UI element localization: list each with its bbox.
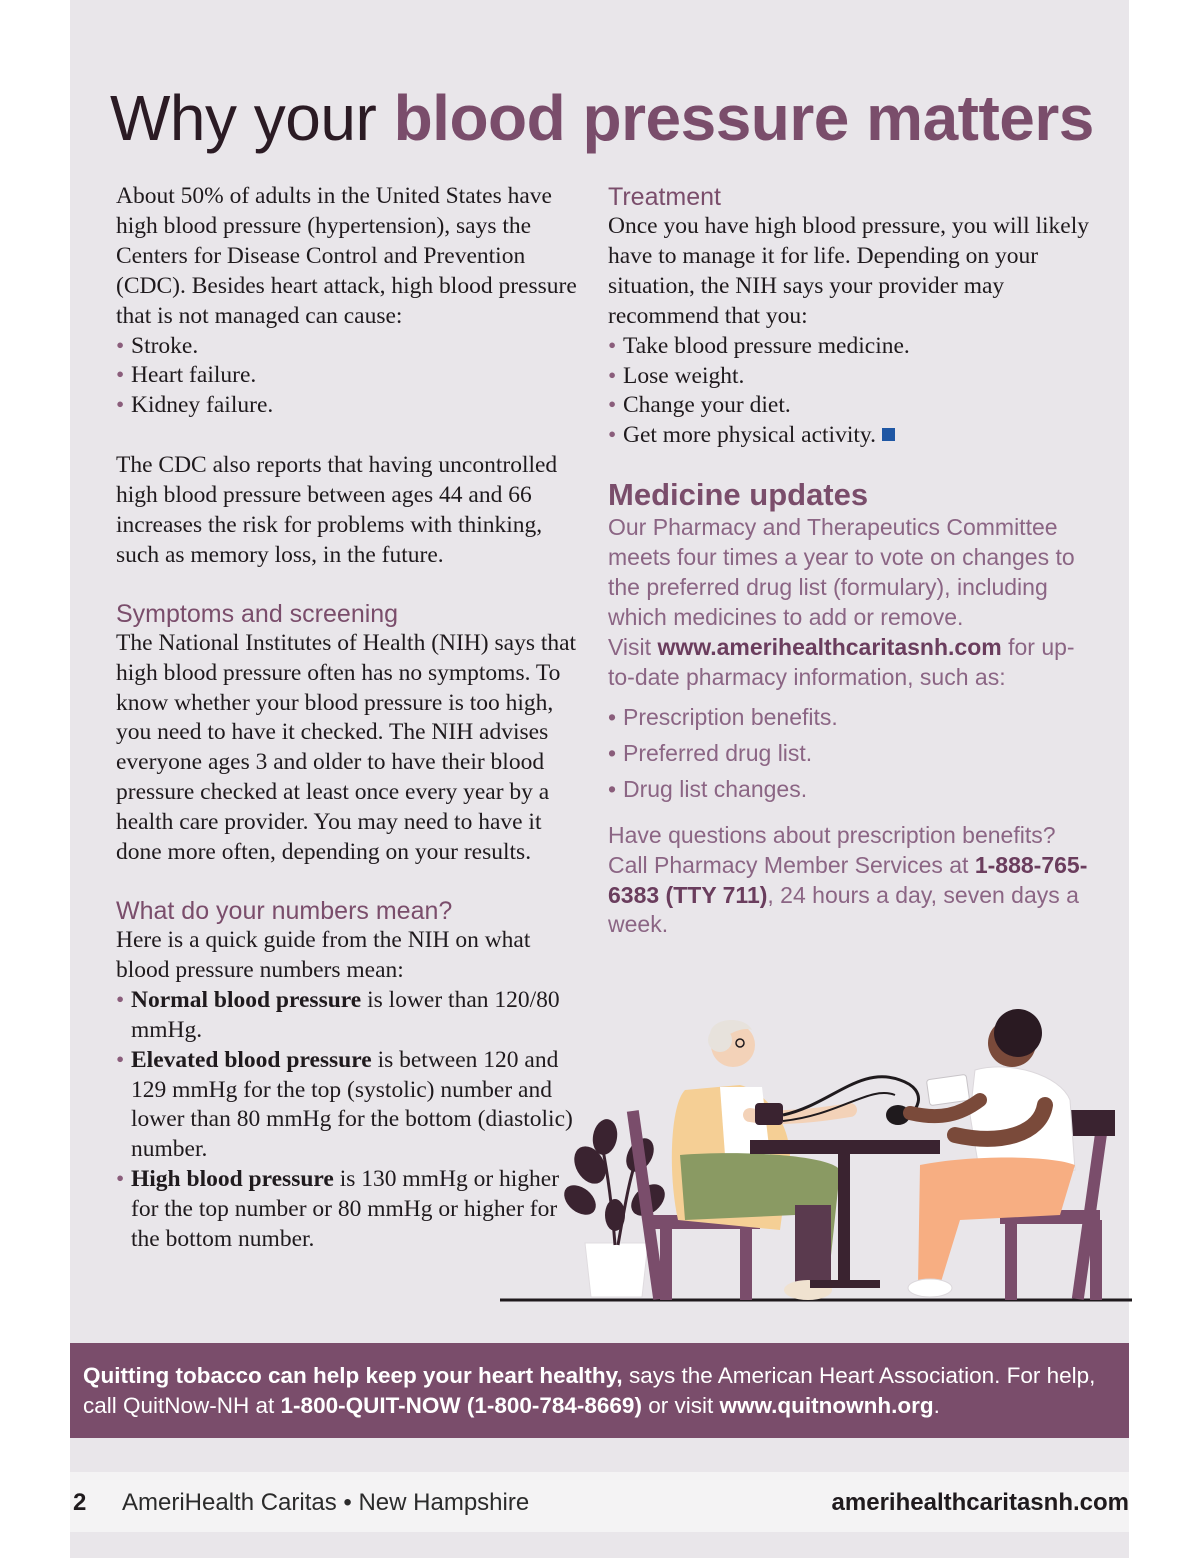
treatment-heading: Treatment bbox=[608, 183, 722, 211]
visit-link[interactable]: www.amerihealthcaritasnh.com bbox=[657, 633, 1002, 660]
title-bold: blood pressure matters bbox=[393, 82, 1094, 154]
tobacco-banner bbox=[70, 1343, 1129, 1438]
pharmacy-phone[interactable]: 1-888-765-6383 (TTY 711) bbox=[608, 851, 1088, 908]
quitnow-link[interactable]: www.quitnownh.org bbox=[719, 1393, 934, 1418]
number-desc: is between 120 and 129 mmHg for the top (systolic) number and lower than 80 mmHg for the bottom (diastolic) number. bbox=[131, 1046, 573, 1163]
number-desc: is 130 mmHg or higher for the top number or 80 mmHg or higher for the bottom number. bbox=[131, 1166, 560, 1253]
visit-paragraph bbox=[608, 633, 1098, 693]
treatment-item bbox=[608, 421, 1098, 451]
title-regular: Why your bbox=[110, 82, 394, 154]
number-term: Normal blood pressure bbox=[131, 986, 362, 1013]
questions-suffix: , 24 hours a day, seven days a week. bbox=[608, 881, 1079, 938]
end-square-icon bbox=[882, 428, 895, 441]
medicine-heading: Medicine updates bbox=[608, 477, 869, 513]
page-footer bbox=[70, 1472, 1129, 1532]
treatment-item: • Change your diet. bbox=[608, 391, 1098, 421]
banner-text-2: or visit bbox=[641, 1393, 720, 1418]
pharmacy-item: • Prescription benefits. bbox=[608, 699, 1098, 735]
medicine-section bbox=[608, 513, 1098, 940]
medicine-paragraph: Our Pharmacy and Therapeutics Committee meets four times a year to vote on changes to the preferred drug list (formulary), including which medicines to add or remove. bbox=[608, 514, 1075, 630]
page-number: 2 bbox=[73, 1489, 87, 1516]
quitnow-phone[interactable]: 1-800-QUIT-NOW (1-800-784-8669) bbox=[280, 1393, 642, 1418]
symptoms-paragraph: The National Institutes of Health (NIH) says that high blood pressure often has no symptoms. To know whether your blood pressure is too high, you need to have it checked. The NIH advises everyone ages 3 and older to have their blood pressure checked at least once every year by a health care provider. You may need to have it done more often, depending on your results. bbox=[116, 629, 577, 866]
banner-text bbox=[83, 1361, 1113, 1421]
pharmacy-item: • Drug list changes. bbox=[608, 771, 1098, 807]
treatment-item-text: Get more physical activity. bbox=[623, 422, 876, 449]
patient-figure-icon bbox=[672, 1020, 850, 1300]
cause-item: • Kidney failure. bbox=[116, 391, 586, 421]
numbers-intro: Here is a quick guide from the NIH on what blood pressure numbers mean: bbox=[116, 927, 531, 983]
right-column bbox=[608, 182, 1098, 940]
cause-item: • Heart failure. bbox=[116, 361, 586, 391]
visit-prefix: Visit bbox=[608, 633, 658, 660]
treatment-item: • Lose weight. bbox=[608, 362, 1098, 392]
symptoms-heading: Symptoms and screening bbox=[116, 599, 399, 628]
intro-paragraph: About 50% of adults in the United States have high blood pressure (hypertension), says the Centers for Disease Control and Prevention (CDC). Besides heart attack, high blood pressure that is not managed can cause: bbox=[116, 183, 577, 329]
blood-pressure-check-illustration bbox=[500, 1005, 1140, 1305]
numbers-heading: What do your numbers mean? bbox=[116, 897, 453, 926]
number-term: Elevated blood pressure bbox=[131, 1046, 372, 1073]
banner-text-1: says the American Heart Association. For help, call QuitNow-NH at bbox=[83, 1363, 1096, 1418]
cdc-paragraph: The CDC also reports that having uncontrolled high blood pressure between ages 44 and 66 increases the risk for problems with thinking, such as memory loss, in the future. bbox=[116, 452, 558, 568]
pharmacy-item: • Preferred drug list. bbox=[608, 735, 1098, 771]
banner-end: . bbox=[933, 1393, 940, 1418]
publication-name: AmeriHealth Caritas • New Hampshire bbox=[122, 1489, 530, 1516]
treatment-paragraph: Once you have high blood pressure, you will likely have to manage it for life. Depending on your situation, the NIH says your provider may recommend that you: bbox=[608, 213, 1090, 329]
questions-paragraph bbox=[608, 821, 1098, 941]
visit-suffix: for up-to-date pharmacy information, such as: bbox=[608, 633, 1075, 690]
banner-lead: Quitting tobacco can help keep your heart healthy, bbox=[83, 1363, 623, 1388]
cause-item: • Stroke. bbox=[116, 332, 586, 362]
treatment-item: • Take blood pressure medicine. bbox=[608, 332, 1098, 362]
number-desc: is lower than 120/80 mmHg. bbox=[131, 986, 560, 1043]
pharmacy-list bbox=[608, 699, 1098, 807]
questions-text: Have questions about prescription benefits? Call Pharmacy Member Services at bbox=[608, 821, 1056, 878]
footer-website-link[interactable]: amerihealthcaritasnh.com bbox=[831, 1489, 1129, 1516]
spacer bbox=[116, 421, 586, 451]
number-term: High blood pressure bbox=[131, 1166, 334, 1193]
page-title bbox=[110, 82, 1094, 156]
